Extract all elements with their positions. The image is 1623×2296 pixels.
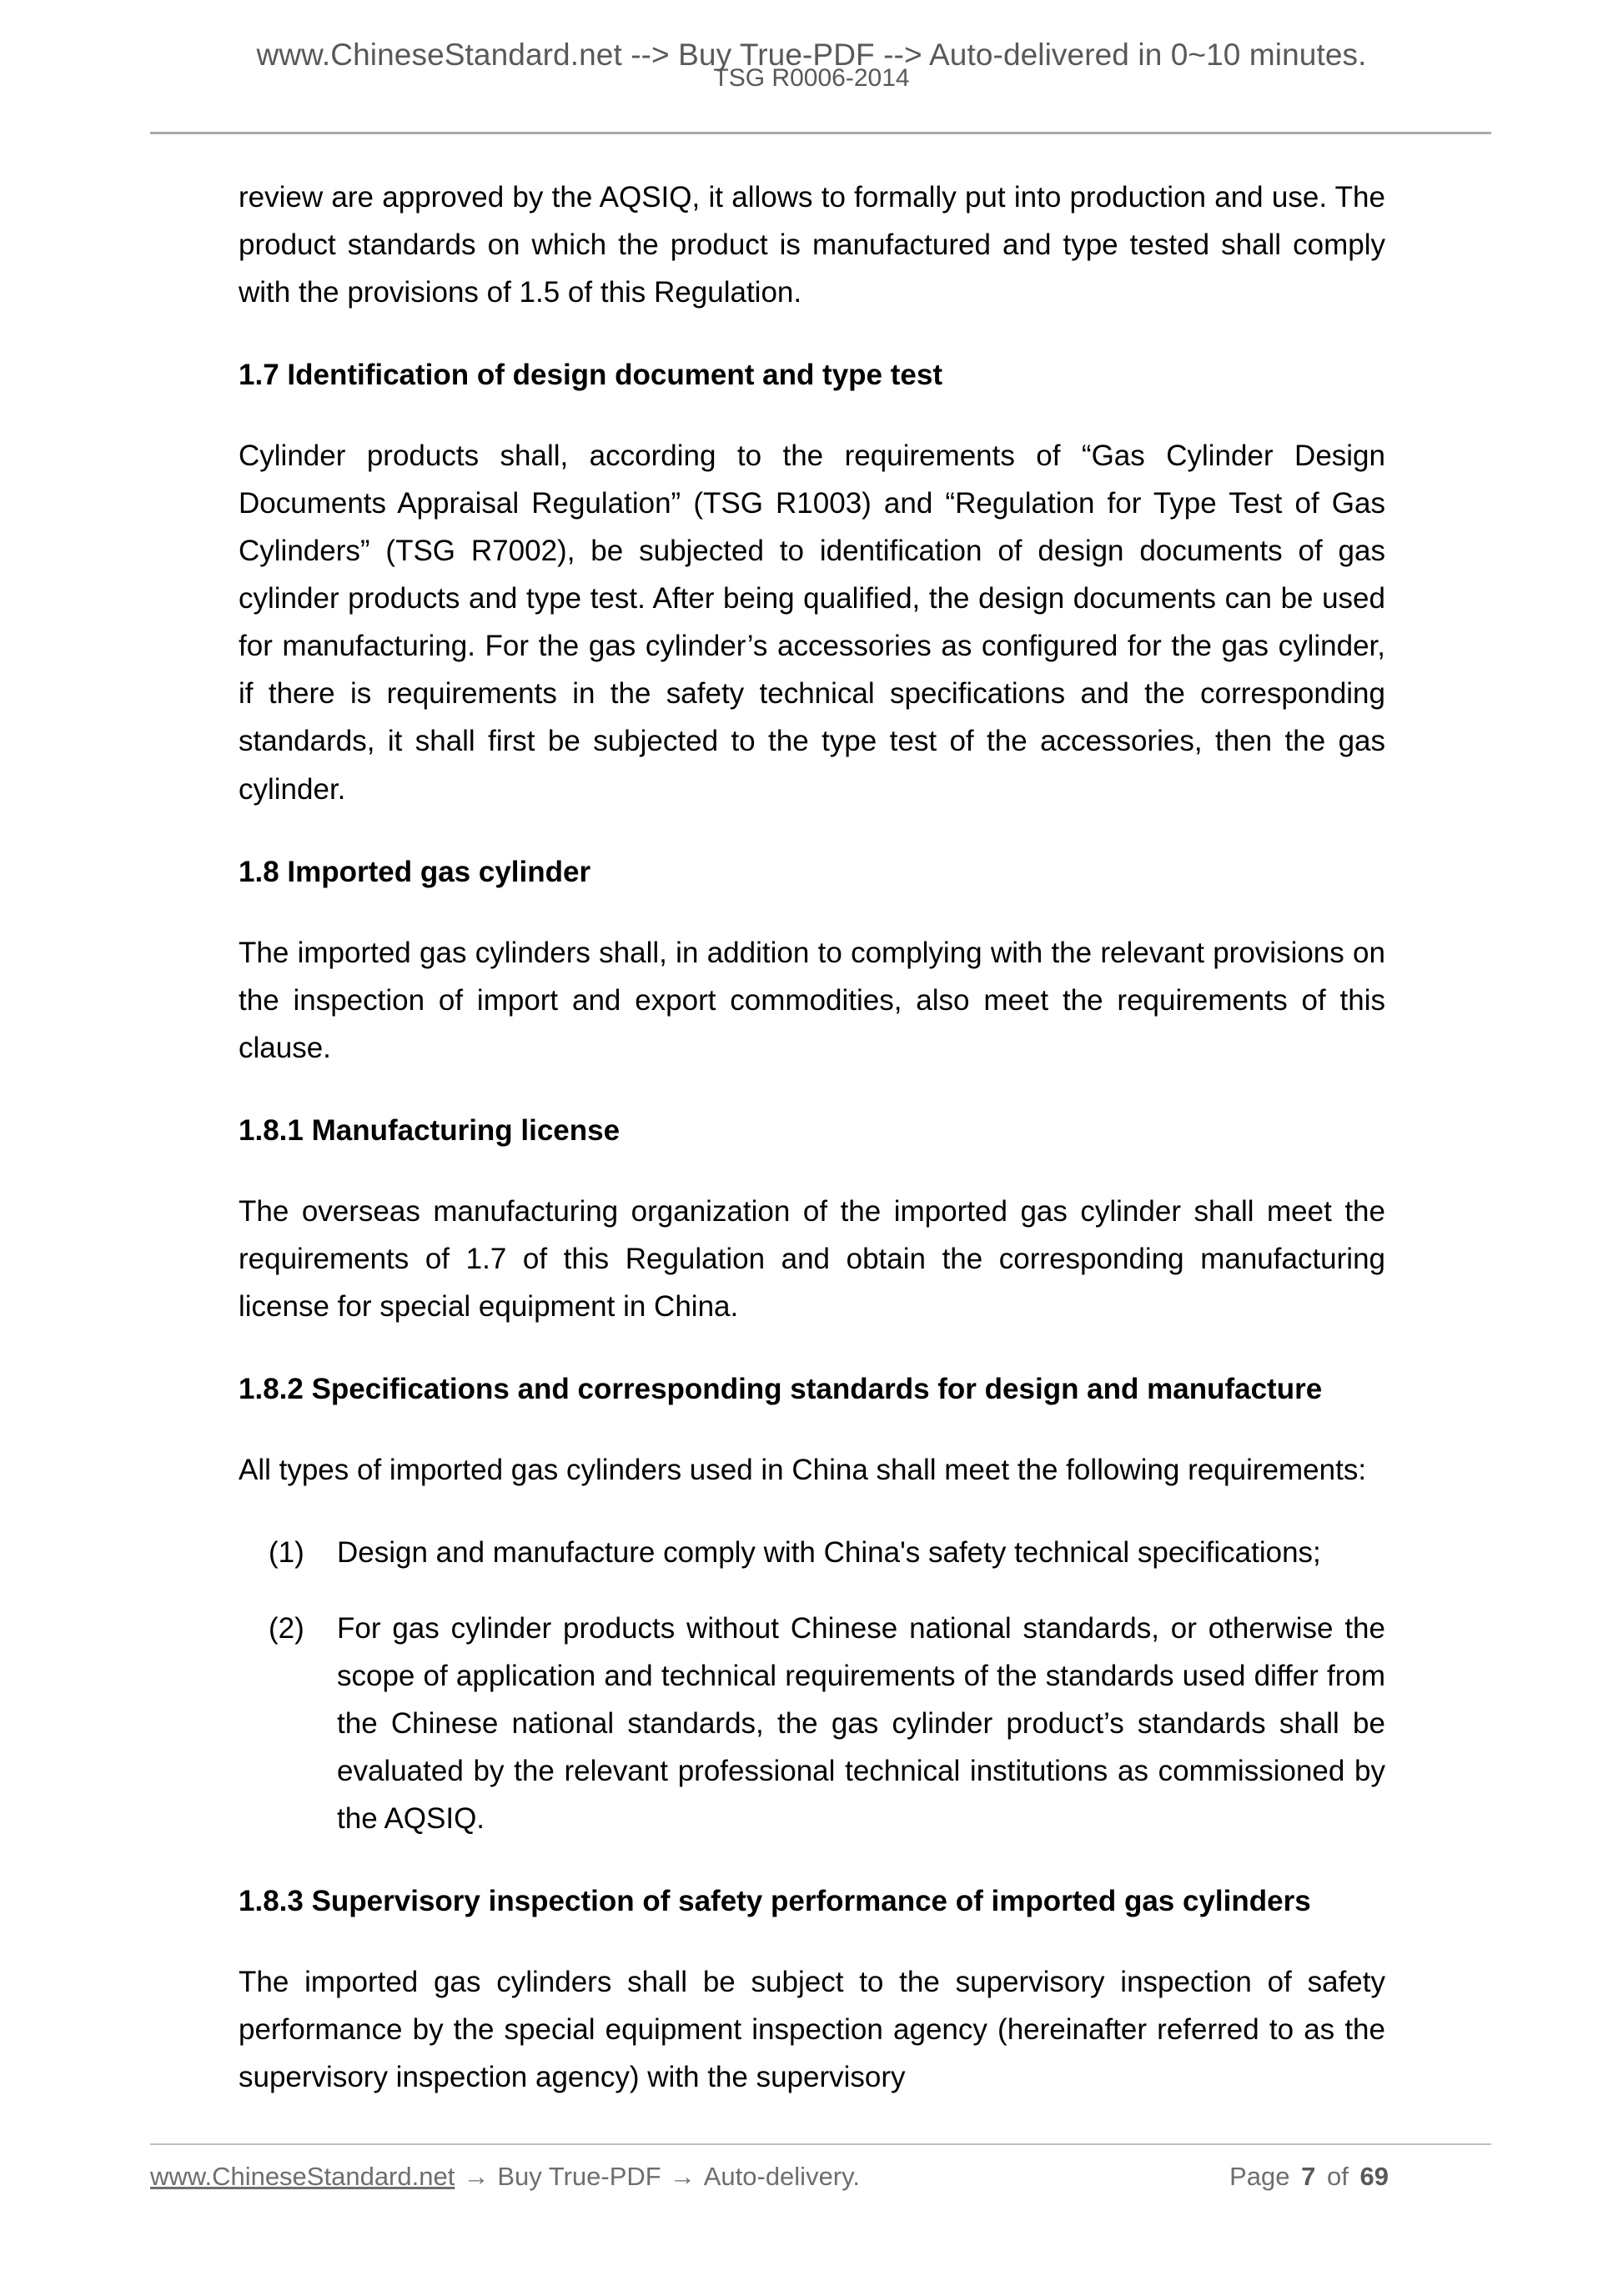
heading-1-8: 1.8 Imported gas cylinder [239,855,591,888]
footer-delivery-text: Auto-delivery. [703,2162,860,2191]
footer-promo [150,2162,860,2192]
list-item-text: For gas cylinder products without Chinese national standards, or otherwise the scope of application and technical requirements of the standards used differ from the Chinese national standards, the gas cylinder product’s standards shall be evaluated by the relevant professional technical institutions as commissioned by the AQSIQ. [337,1612,1385,1836]
document-content [239,173,1385,2137]
arrow-right-icon: → [463,2162,490,2191]
page-footer [150,2162,1491,2192]
total-pages: 69 [1359,2162,1389,2191]
paragraph-1-8: The imported gas cylinders shall, in addition to complying with the relevant provisions on the inspection of import and export commodities, also meet the requirements of this clause. [239,936,1385,1064]
heading-1-8-2: 1.8.2 Specifications and corresponding standards for design and manufacture [239,1372,1323,1405]
list-item [264,1529,1385,1576]
header-divider [150,132,1491,134]
header-promo-text: www.ChineseStandard.net --> Buy True-PDF --> Auto-delivered in 0~10 minutes. [256,38,1367,72]
paragraph-continued: review are approved by the AQSIQ, it allows to formally put into production and use. The product standards on which the product is manufactured and type tested shall comply with the provisions of 1.5 of this Regulation. [239,181,1385,309]
list-item [264,1605,1385,1842]
paragraph-1-8-1: The overseas manufacturing organization of the imported gas cylinder shall meet the requirements of 1.7 of this Regulation and obtain the corresponding manufacturing license for special equipment in China. [239,1194,1385,1323]
footer-divider [150,2143,1491,2145]
heading-1-8-1: 1.8.1 Manufacturing license [239,1113,621,1147]
footer-site-link[interactable]: www.ChineseStandard.net [150,2162,455,2191]
heading-1-8-3: 1.8.3 Supervisory inspection of safety performance of imported gas cylinders [239,1885,1311,1918]
of-label: of [1327,2162,1349,2191]
page-number: 7 [1301,2162,1316,2191]
page-header [0,0,1623,92]
header-document-code: TSG R0006-2014 [713,63,910,92]
paragraph-1-8-2: All types of imported gas cylinders used in China shall meet the following requirements: [239,1453,1367,1486]
requirements-list [264,1529,1385,1842]
page-indicator [1229,2162,1491,2192]
list-item-marker: (1) [269,1536,304,1570]
footer-buy-text: Buy True-PDF [497,2162,661,2191]
page-label: Page [1229,2162,1290,2191]
list-item-text: Design and manufacture comply with China's safety technical specifications; [337,1536,1321,1570]
arrow-right-icon: → [669,2162,696,2191]
paragraph-1-7: Cylinder products shall, according to the requirements of “Gas Cylinder Design Documents Appraisal Regulation” (TSG R1003) and “Regulation for Type Test of Gas Cylinders” (TSG R7002), be subjected to identification of design documents of gas cylinder products and type test. After being qualified, the design documents can be used for manufacturing. For the gas cylinder’s accessories as configured for the gas cylinder, if there is requirements in the safety technical specifications and the corresponding standards, it shall first be subjected to the type test of the accessories, then the gas cylinder. [239,440,1385,806]
paragraph-1-8-3: The imported gas cylinders shall be subject to the supervisory inspection of safety performance by the special equipment inspection agency (hereinafter referred to as the supervisory inspection agency) with the supervisory [239,1966,1385,2094]
list-item-marker: (2) [269,1612,304,1645]
heading-1-7: 1.7 Identification of design document and type test [239,359,942,392]
